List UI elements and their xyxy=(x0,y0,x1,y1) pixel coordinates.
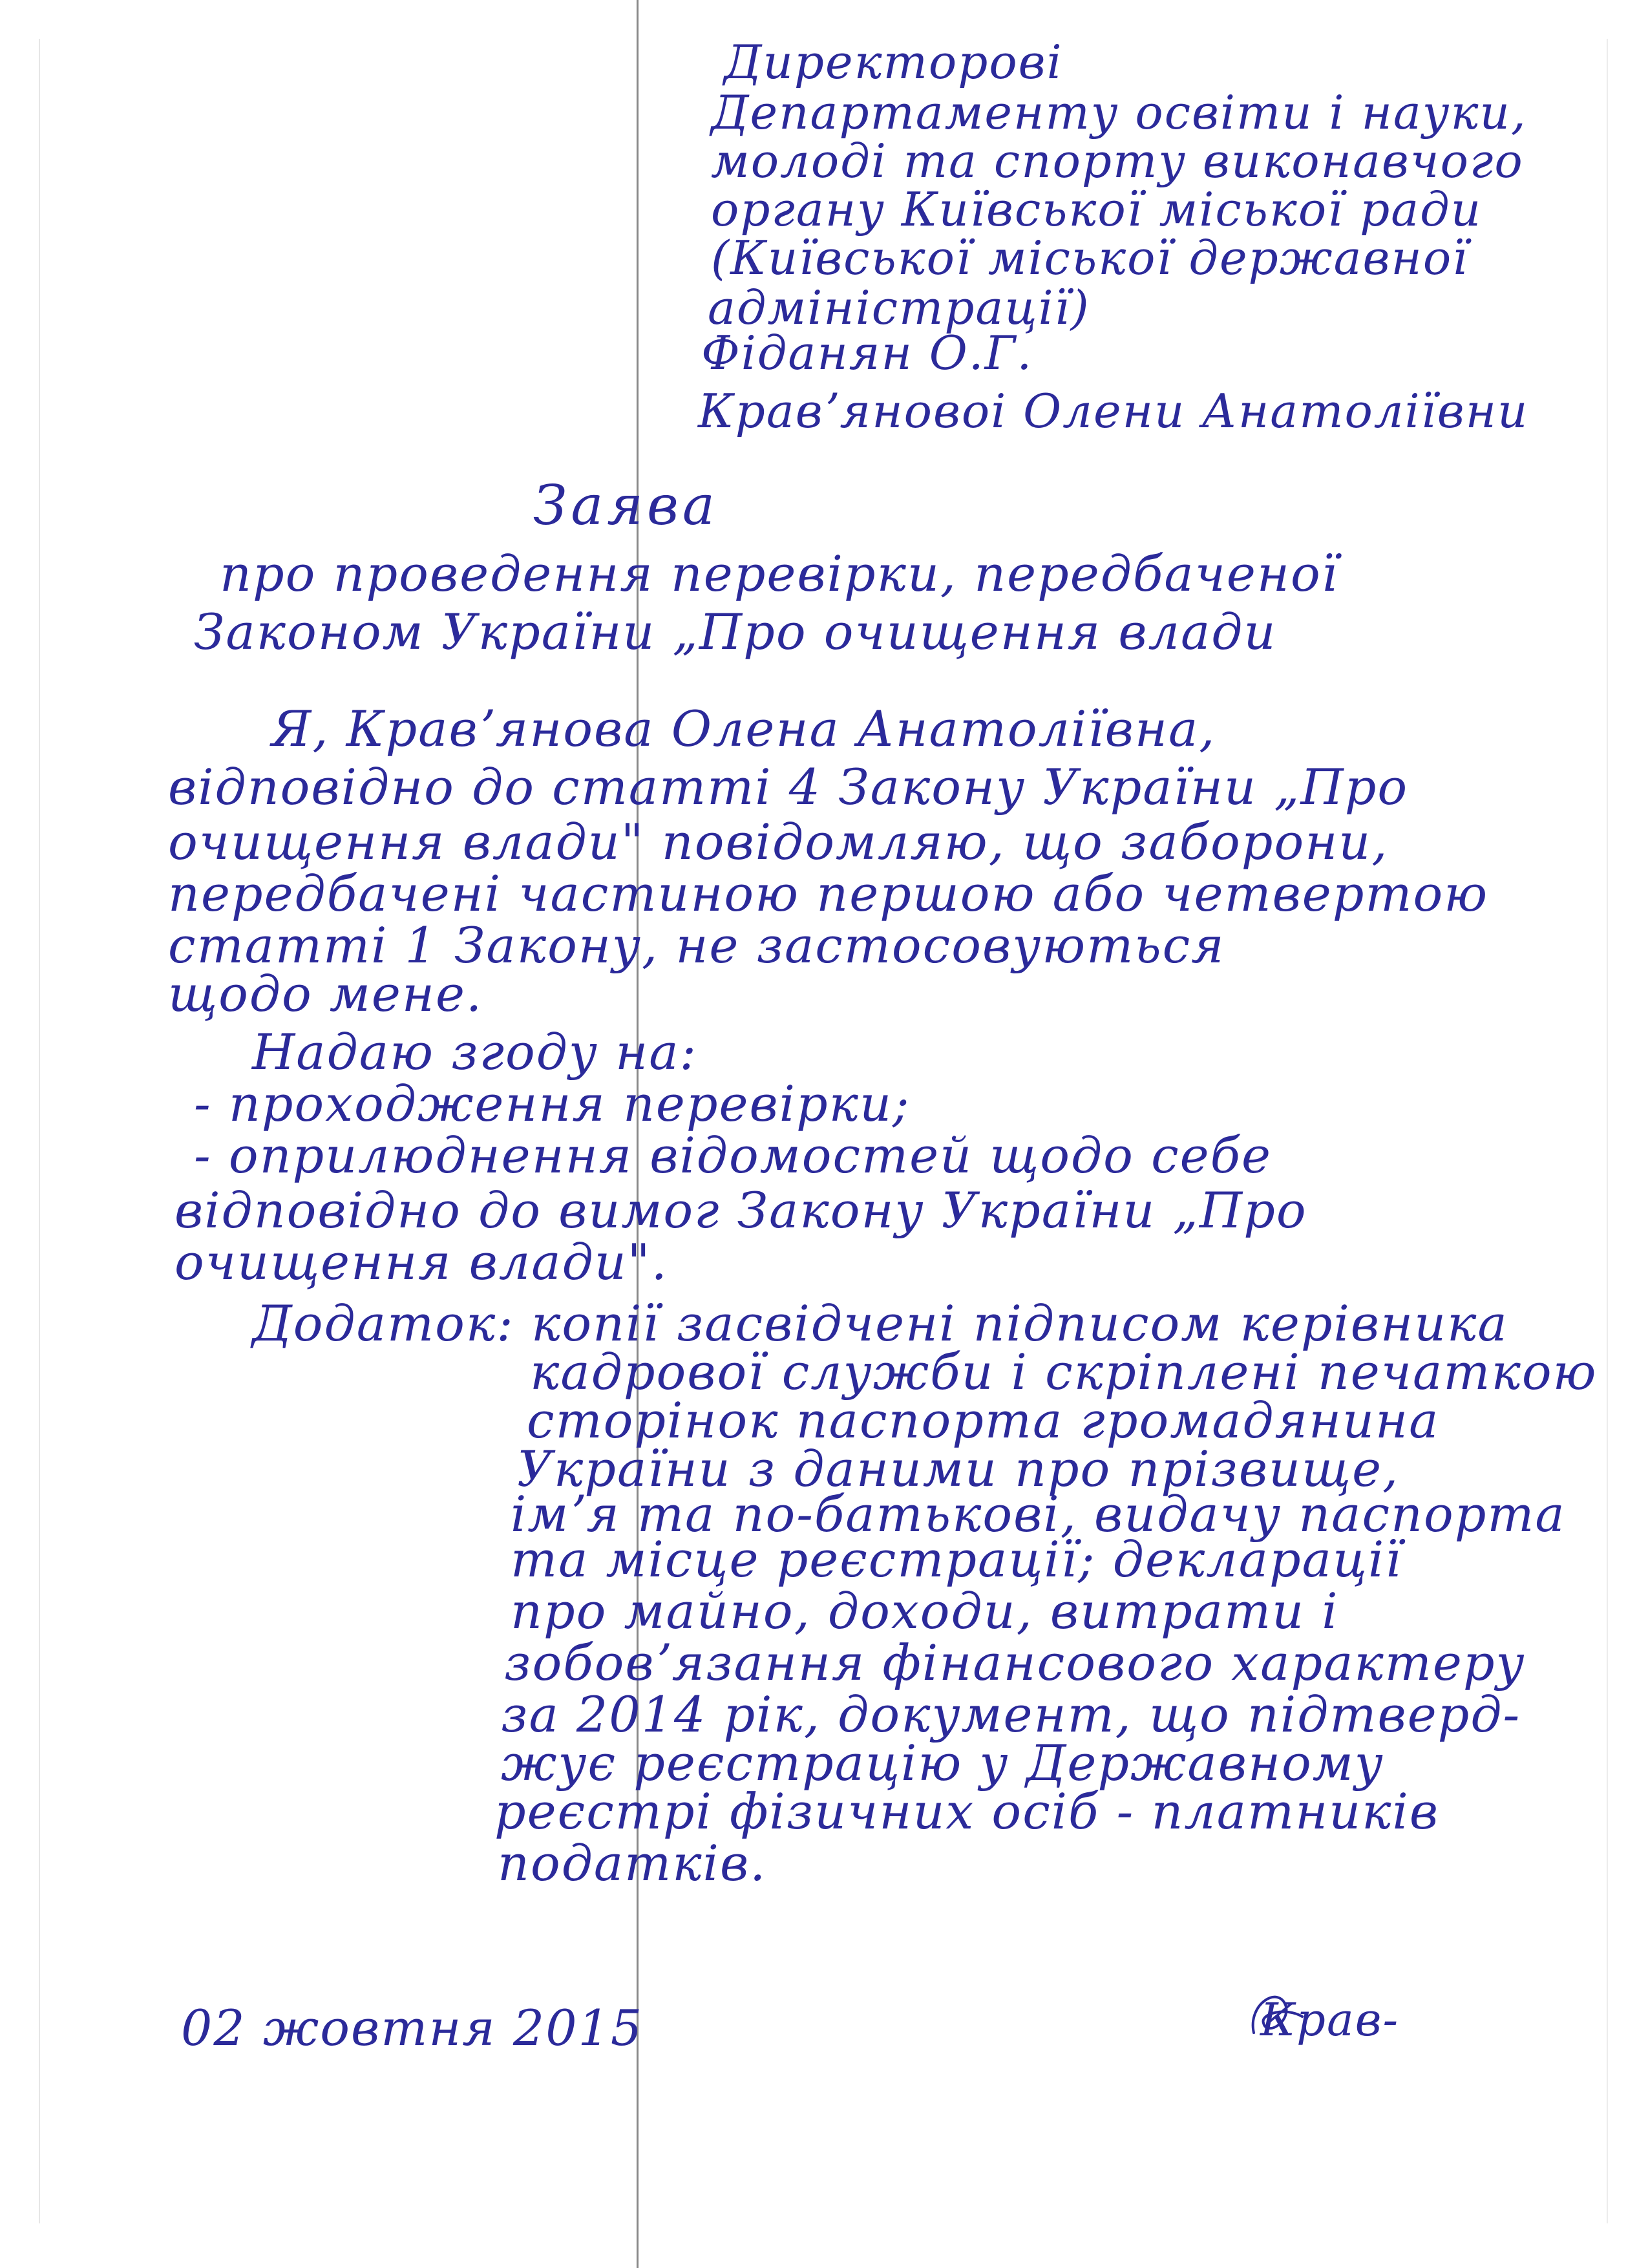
appendix-line: сторінок паспорта громадянина xyxy=(527,1392,1440,1449)
appendix-line: та місце реєстрації; декларації xyxy=(511,1531,1402,1588)
document-title: Заява xyxy=(533,474,719,537)
appendix-line: про майно, доходи, витрати і xyxy=(511,1582,1339,1640)
consent-line: - оприлюднення відомостей щодо себе xyxy=(194,1127,1273,1184)
consent-line: відповідно до вимог Закону України „Про xyxy=(174,1182,1307,1239)
appendix-line: імʼя та по-батькові, видачу паспорта xyxy=(511,1485,1566,1543)
body-line: передбачені частиною першою або четвертою xyxy=(168,865,1489,922)
addressee-line: (Київської міської державної xyxy=(711,231,1469,285)
appendix-line: реєстрі фізичних осіб - платників xyxy=(494,1783,1440,1840)
appendix-line: України з даними про прізвище, xyxy=(517,1440,1400,1498)
addressee-line: органу Київської міської ради xyxy=(711,182,1483,237)
consent-line: Надаю згоду на: xyxy=(252,1023,698,1081)
addressee-line: молоді та спорту виконавчого xyxy=(711,134,1524,188)
scan-edge-right xyxy=(1607,39,1608,2223)
appendix-line: Додаток: копії засвідчені підписом керівника xyxy=(252,1295,1508,1352)
addressee-line: адміністрації) xyxy=(708,281,1090,335)
addressee-line: Директорові xyxy=(724,35,1063,89)
subtitle-line: про проведення перевірки, передбаченої xyxy=(220,545,1339,602)
applicant-name: Кравʼяновоі Олени Анатоліївни xyxy=(698,384,1529,438)
body-line: статті 1 Закону, не застосовуються xyxy=(168,917,1225,974)
consent-line: очищення влади". xyxy=(174,1233,668,1291)
body-line: очищення влади" повідомляю, що заборони, xyxy=(168,813,1389,871)
appendix-line: кадрової служби і скріплені печаткою xyxy=(530,1343,1598,1401)
signature-flourish xyxy=(1241,1978,1389,2049)
document-date: 02 жовтня 2015 xyxy=(181,1999,644,2057)
body-line: щодо мене. xyxy=(168,965,483,1023)
scan-edge-left xyxy=(39,39,40,2223)
subtitle-line: Законом України „Про очищення влади xyxy=(194,603,1277,661)
appendix-line: зобовʼязання фінансового характеру xyxy=(504,1634,1526,1691)
body-line: відповідно до статті 4 Закону України „Про xyxy=(168,758,1409,816)
addressee-line: Департаменту освіти і науки, xyxy=(711,85,1527,140)
appendix-line: за 2014 рік, документ, що підтверд- xyxy=(501,1686,1521,1743)
addressee-name: Фіданян О.Г. xyxy=(701,326,1033,380)
appendix-line: жує реєстрацію у Державному xyxy=(501,1734,1384,1792)
appendix-line: податків. xyxy=(498,1834,767,1892)
signature-text: Крав- xyxy=(1260,1993,1400,2046)
body-line: Я, Кравʼянова Олена Анатоліївна, xyxy=(271,700,1216,758)
consent-line: - проходження перевірки; xyxy=(194,1075,911,1132)
